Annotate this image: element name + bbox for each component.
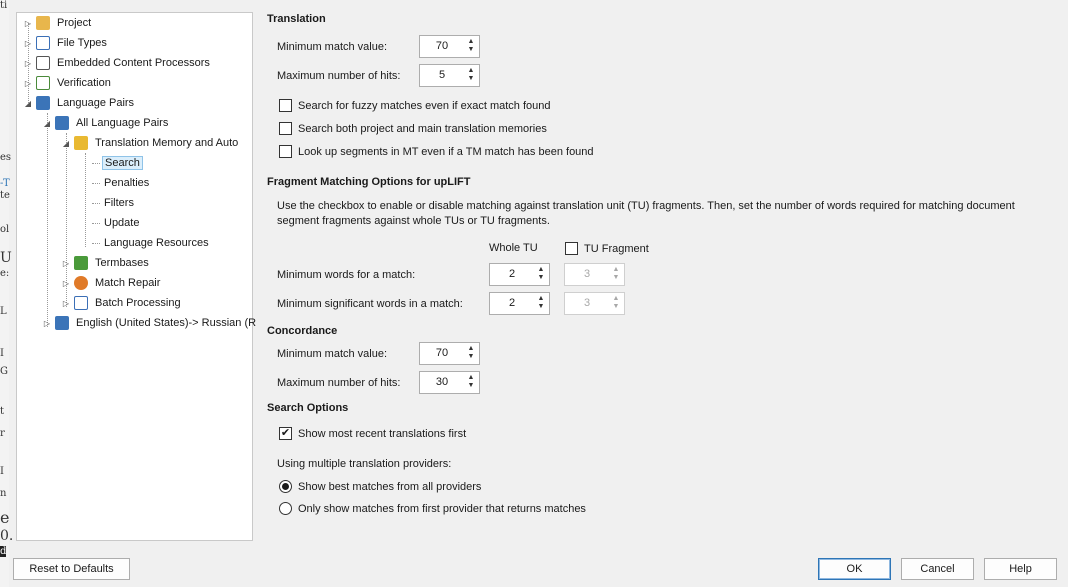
tree-item-label: English (United States)-> Russian (R <box>76 317 257 329</box>
tree-item-termbases[interactable] <box>60 253 151 273</box>
spin-up-icon: ▲ <box>612 295 620 302</box>
concordance-min-match-label: Minimum match value: <box>277 348 388 360</box>
tree-item-project[interactable] <box>22 13 93 33</box>
translation-memory-icon <box>74 136 88 150</box>
tree-item-label: Language Resources <box>104 237 209 249</box>
expand-arrow-icon[interactable]: ▷ <box>62 258 70 268</box>
best-matches-label: Show best matches from all providers <box>298 480 482 493</box>
tree-connector <box>92 243 100 244</box>
search-options-section-title: Search Options <box>267 402 349 414</box>
best-matches-radio[interactable] <box>279 480 481 493</box>
min-significant-fragment-spinner <box>564 292 625 315</box>
tree-item-label: Update <box>104 217 140 229</box>
tree-item-label: File Types <box>57 37 107 49</box>
checkbox-box[interactable] <box>565 242 578 255</box>
spin-down-icon[interactable]: ▼ <box>467 46 475 53</box>
tree-item-filters[interactable] <box>92 193 136 213</box>
translation-max-hits-label: Maximum number of hits: <box>277 70 401 82</box>
whole-tu-header: Whole TU <box>489 242 538 254</box>
language-pair-icon <box>55 316 69 330</box>
tree-connector <box>92 163 100 164</box>
spinner-value: 70 <box>435 347 449 359</box>
expand-arrow-icon[interactable]: ▷ <box>24 78 32 88</box>
concordance-max-hits-spinner[interactable] <box>419 371 480 394</box>
spin-down-icon[interactable]: ▼ <box>467 382 475 389</box>
spinner-value: 2 <box>508 268 516 280</box>
tree-item-batch-processing[interactable] <box>60 293 183 313</box>
collapse-arrow-icon[interactable]: ◢ <box>62 138 70 148</box>
radio-selected-dot <box>282 483 289 490</box>
first-provider-radio[interactable] <box>279 502 586 515</box>
concordance-section-title: Concordance <box>267 325 338 337</box>
file-types-icon <box>36 36 50 50</box>
tree-item-label: Verification <box>57 77 111 89</box>
spin-down-icon: ▼ <box>612 303 620 310</box>
recent-translations-checkbox[interactable] <box>279 427 466 440</box>
batch-processing-icon <box>74 296 88 310</box>
spin-up-icon[interactable]: ▲ <box>467 374 475 381</box>
tree-connector <box>47 113 48 327</box>
tree-item-language-resources[interactable] <box>92 233 211 253</box>
tree-item-verification[interactable] <box>22 73 113 93</box>
min-words-label: Minimum words for a match: <box>277 269 416 281</box>
embedded-content-icon <box>36 56 50 70</box>
spin-up-icon[interactable]: ▲ <box>467 67 475 74</box>
tree-item-label: Project <box>57 17 92 29</box>
checkbox-box[interactable] <box>279 145 292 158</box>
tree-connector <box>92 183 100 184</box>
spinner-value: 5 <box>438 69 446 81</box>
termbases-icon <box>74 256 88 270</box>
spin-down-icon[interactable]: ▼ <box>537 274 545 281</box>
verification-icon <box>36 76 50 90</box>
expand-arrow-icon[interactable]: ▷ <box>24 58 32 68</box>
spinner-value: 30 <box>435 376 449 388</box>
expand-arrow-icon[interactable]: ▷ <box>24 18 32 28</box>
spin-up-icon[interactable]: ▲ <box>467 345 475 352</box>
spin-down-icon[interactable]: ▼ <box>537 303 545 310</box>
tree-connector <box>92 203 100 204</box>
fragment-description: Use the checkbox to enable or disable matching against translation unit (TU) fragments. Then, set the number of words required for matching document segment fragments against whole TUs or TU fragments. <box>277 200 1015 227</box>
tree-item-english-united-states-russian-r[interactable] <box>41 313 258 333</box>
expand-arrow-icon[interactable]: ▷ <box>62 298 70 308</box>
concordance-min-match-spinner[interactable] <box>419 342 480 365</box>
spin-down-icon[interactable]: ▼ <box>467 353 475 360</box>
checkbox-box[interactable] <box>279 99 292 112</box>
options-tree[interactable] <box>16 12 257 541</box>
checkbox-box[interactable]: ✔ <box>280 427 291 439</box>
tree-connector <box>85 153 86 247</box>
spinner-value: 3 <box>583 268 591 280</box>
search-settings-panel <box>258 0 1068 545</box>
radio-circle[interactable] <box>279 480 292 493</box>
spin-up-icon[interactable]: ▲ <box>467 38 475 45</box>
tree-item-update[interactable] <box>92 213 141 233</box>
tree-connector <box>92 223 100 224</box>
mt-lookup-checkbox[interactable] <box>279 145 594 158</box>
all-language-pairs-icon <box>55 116 69 130</box>
spin-up-icon[interactable]: ▲ <box>537 266 545 273</box>
tree-item-match-repair[interactable] <box>60 273 162 293</box>
recent-translations-label: Show most recent translations first <box>298 427 467 440</box>
tree-item-label: Batch Processing <box>95 297 181 309</box>
tree-item-penalties[interactable] <box>92 173 151 193</box>
match-repair-icon <box>74 276 88 290</box>
expand-arrow-icon[interactable]: ▷ <box>62 278 70 288</box>
reset-to-defaults-button[interactable]: Reset to Defaults <box>13 558 130 580</box>
both-memories-label: Search both project and main translation memories <box>298 122 547 135</box>
tree-item-all-language-pairs[interactable] <box>41 113 170 133</box>
translation-min-match-label: Minimum match value: <box>277 41 388 53</box>
background-window-edge: ti es -T te ol U e: L I G t r I n e 0. d <box>0 0 9 587</box>
ok-button[interactable]: OK <box>818 558 891 580</box>
tree-item-label: Termbases <box>95 257 149 269</box>
cancel-button[interactable]: Cancel <box>901 558 974 580</box>
collapse-arrow-icon[interactable]: ◢ <box>43 118 51 128</box>
tree-item-label: Match Repair <box>95 277 161 289</box>
expand-arrow-icon[interactable]: ▷ <box>24 38 32 48</box>
fuzzy-matches-label: Search for fuzzy matches even if exact match found <box>298 99 551 112</box>
expand-arrow-icon[interactable]: ▷ <box>43 318 51 328</box>
providers-label: Using multiple translation providers: <box>277 458 452 470</box>
tree-item-translation-memory-and-auto[interactable] <box>60 133 240 153</box>
tu-fragment-label: TU Fragment <box>584 242 649 255</box>
tree-item-file-types[interactable] <box>22 33 109 53</box>
tree-item-label: Embedded Content Processors <box>57 57 210 69</box>
help-button[interactable]: Help <box>984 558 1057 580</box>
first-provider-label: Only show matches from first provider that returns matches <box>298 502 586 515</box>
fragment-section-title: Fragment Matching Options for upLIFT <box>267 176 471 188</box>
spin-down-icon[interactable]: ▼ <box>467 75 475 82</box>
tree-item-label: Filters <box>104 197 134 209</box>
spin-down-icon: ▼ <box>612 274 620 281</box>
both-memories-checkbox[interactable] <box>279 122 547 135</box>
min-significant-whole-spinner[interactable] <box>489 292 550 315</box>
spin-up-icon[interactable]: ▲ <box>537 295 545 302</box>
translation-max-hits-spinner[interactable] <box>419 64 480 87</box>
tree-item-label: Language Pairs <box>57 97 135 109</box>
min-words-fragment-spinner <box>564 263 625 286</box>
collapse-arrow-icon[interactable]: ◢ <box>24 98 32 108</box>
concordance-max-hits-label: Maximum number of hits: <box>277 377 401 389</box>
spin-up-icon: ▲ <box>612 266 620 273</box>
tree-item-label: Search <box>102 156 143 170</box>
checkbox-box[interactable] <box>279 122 292 135</box>
tree-item-embedded-content-processors[interactable] <box>22 53 212 73</box>
spinner-value: 70 <box>435 40 449 52</box>
spinner-value: 3 <box>583 297 591 309</box>
tree-item-search[interactable] <box>92 153 143 173</box>
language-pairs-icon <box>36 96 50 110</box>
tree-item-label: Penalties <box>104 177 150 189</box>
min-significant-words-label: Minimum significant words in a match: <box>277 298 463 310</box>
tu-fragment-checkbox[interactable] <box>565 242 649 255</box>
translation-section-title: Translation <box>267 13 326 25</box>
fuzzy-matches-checkbox[interactable] <box>279 99 551 112</box>
radio-circle[interactable] <box>279 502 292 515</box>
tree-item-language-pairs[interactable] <box>22 93 136 113</box>
spinner-value: 2 <box>508 297 516 309</box>
tree-item-label: All Language Pairs <box>76 117 169 129</box>
tree-item-label: Translation Memory and Auto <box>95 137 239 149</box>
translation-min-match-spinner[interactable] <box>419 35 480 58</box>
min-words-whole-spinner[interactable] <box>489 263 550 286</box>
project-folder-icon <box>36 16 50 30</box>
mt-lookup-label: Look up segments in MT even if a TM match has been found <box>298 145 594 158</box>
